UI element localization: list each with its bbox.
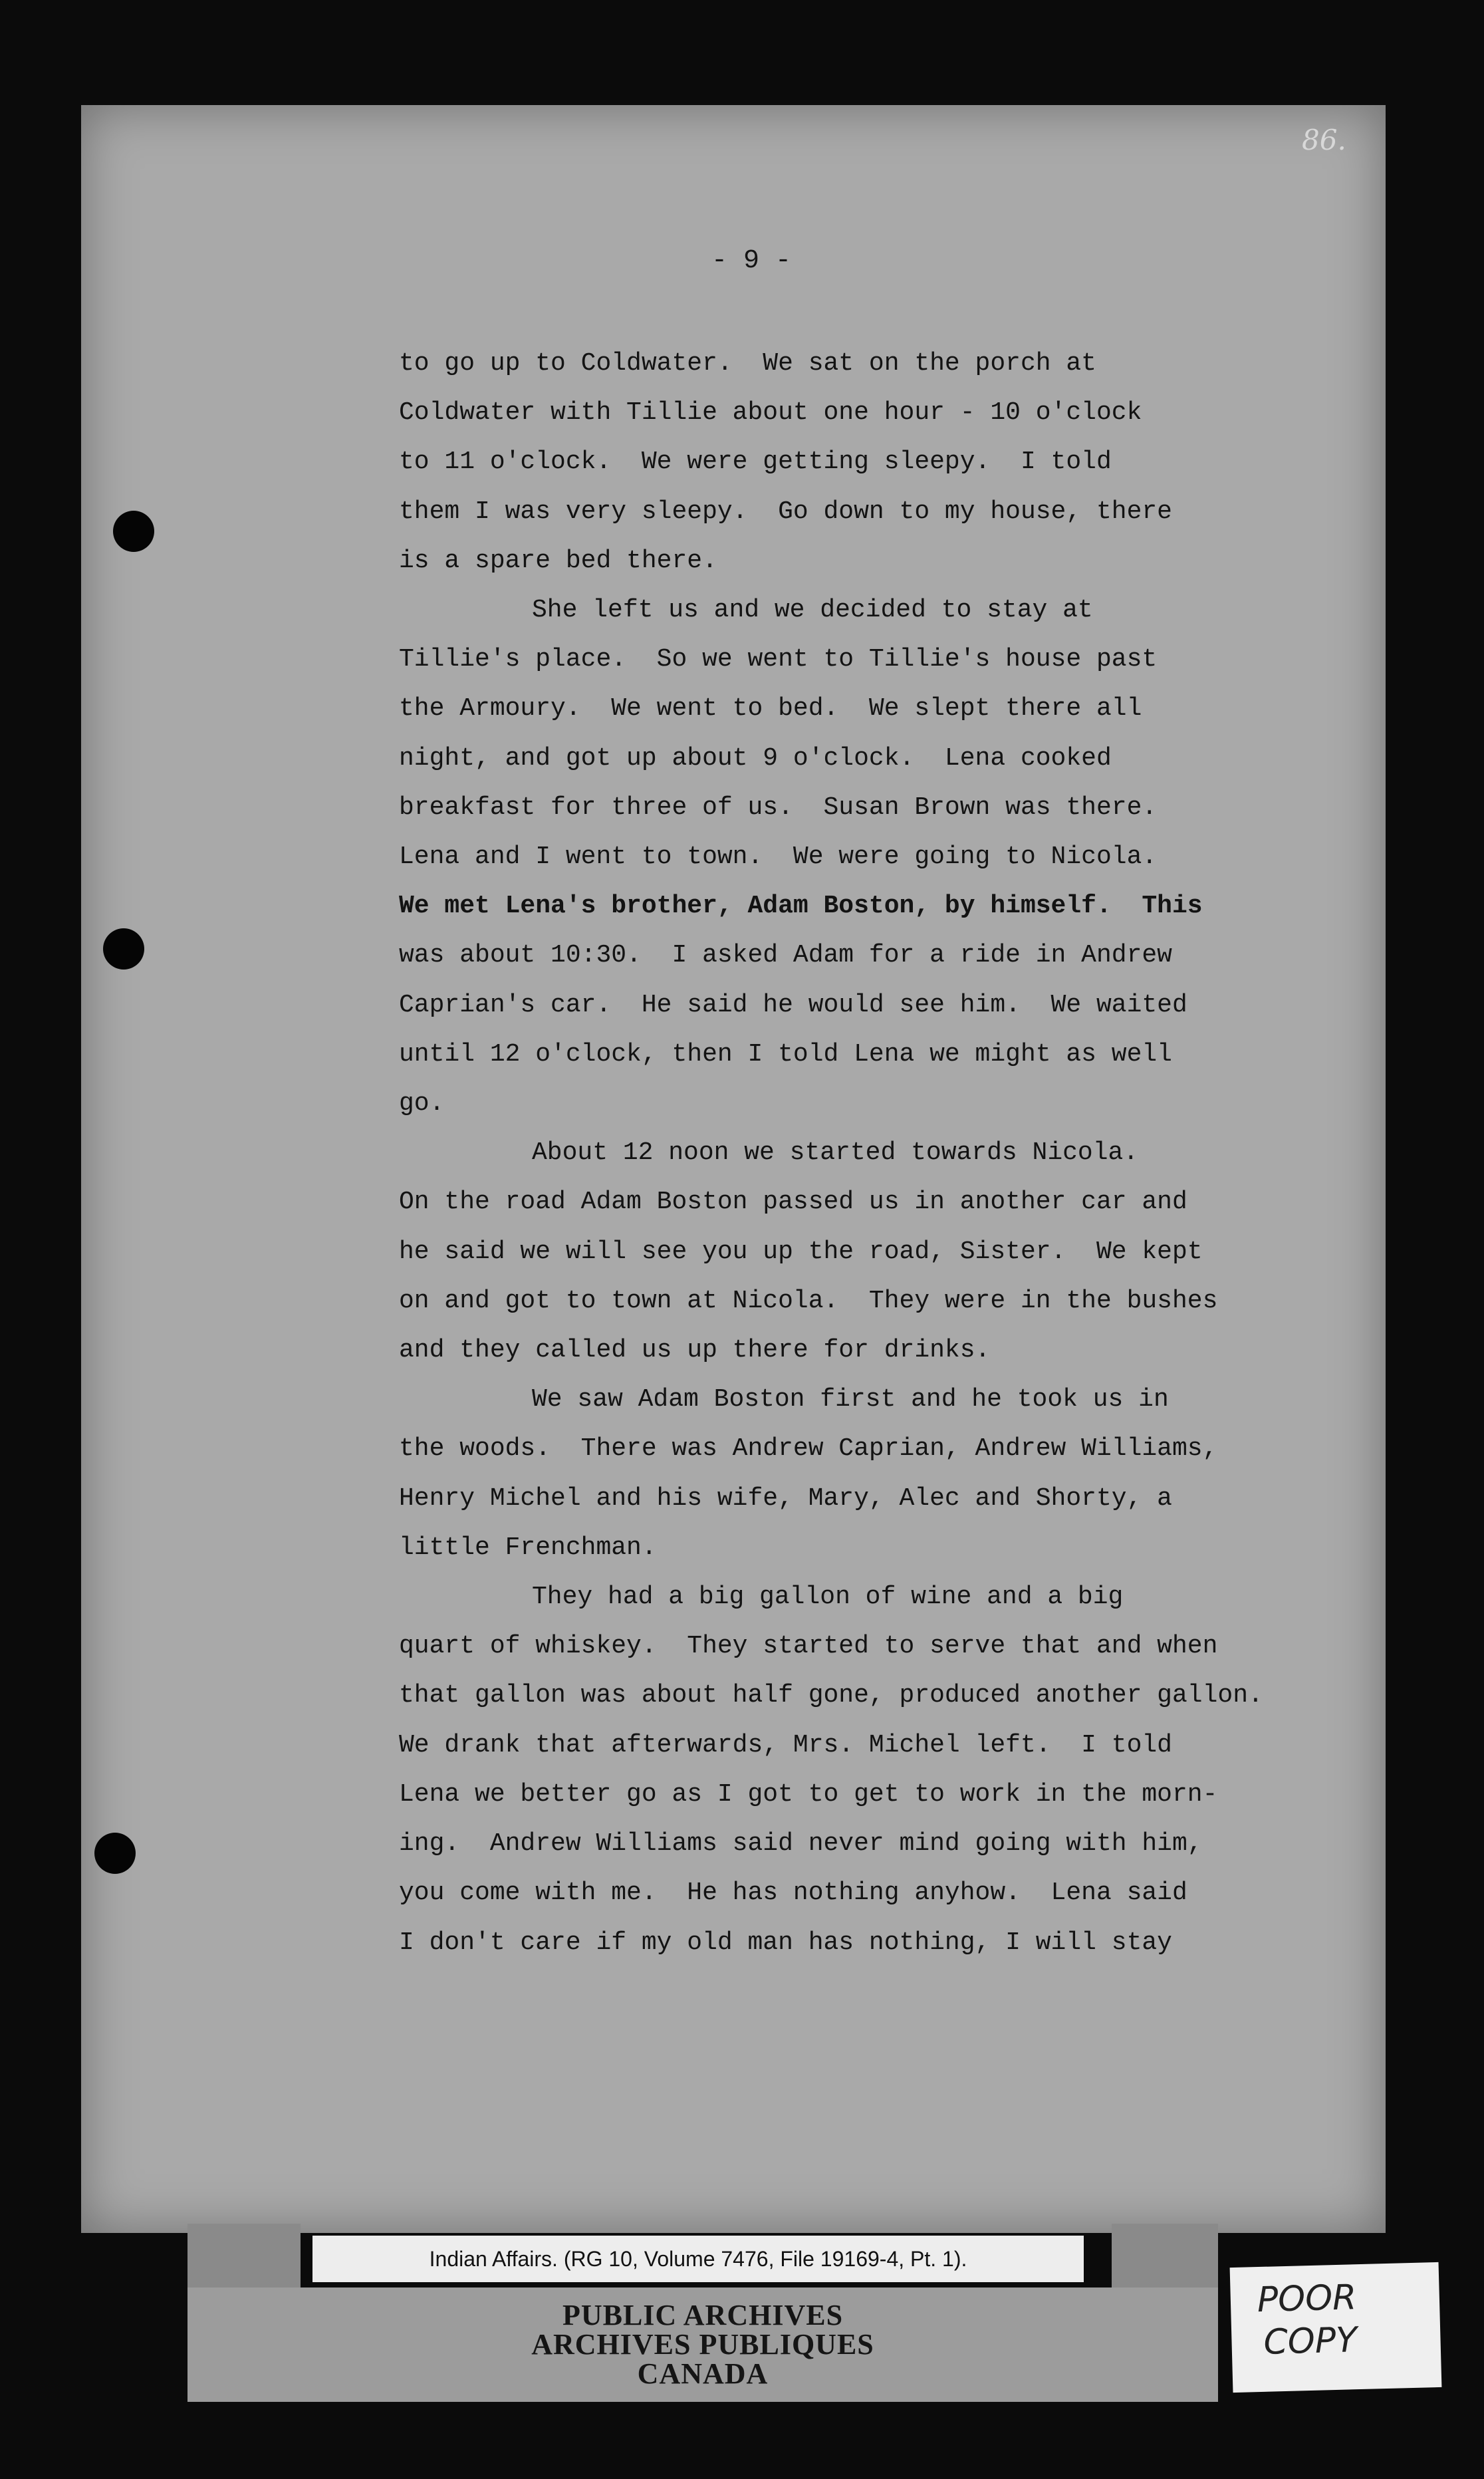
text-line: ing. Andrew Williams said never mind going with him, [399,1829,1203,1859]
text-line: night, and got up about 9 o'clock. Lena cooked [399,743,1112,773]
text-line: Lena we better go as I got to get to work in the morn- [399,1779,1218,1809]
text-line: the Armoury. We went to bed. We slept there all [399,694,1142,723]
text-line: Tillie's place. So we went to Tillie's house past [399,645,1158,674]
poor-copy-line: POOR [1257,2278,1357,2321]
typed-body-text [399,339,1316,1968]
text-line: and they called us up there for drinks. [399,1336,991,1365]
text-line: On the road Adam Boston passed us in another car and [399,1188,1187,1217]
punch-hole [94,1833,136,1874]
text-line: We met Lena's brother, Adam Boston, by himself. This [399,892,1203,921]
text-line: Coldwater with Tillie about one hour - 10 o'clock [399,398,1142,428]
poor-copy-line: COPY [1263,2320,1358,2363]
text-line: Lena and I went to town. We were going to Nicola. [399,843,1158,872]
text-line: until 12 o'clock, then I told Lena we might as well [399,1039,1172,1069]
text-line: on and got to town at Nicola. They were in the bushes [399,1286,1218,1315]
page-number: - 9 - [711,246,792,276]
text-line: She left us and we decided to stay at [532,596,1093,625]
text-line: he said we will see you up the road, Sister. We kept [399,1237,1203,1266]
text-line: I don't care if my old man has nothing, I will stay [399,1928,1172,1957]
text-line: was about 10:30. I asked Adam for a ride in Andrew [399,941,1172,970]
text-line: to 11 o'clock. We were getting sleepy. I told [399,448,1112,477]
punch-hole [113,511,154,552]
text-line: them I was very sleepy. Go down to my house, there [399,497,1172,526]
text-line: little Frenchman. [399,1533,657,1562]
text-line: the woods. There was Andrew Caprian, Andrew Williams, [399,1434,1218,1464]
text-line: to go up to Coldwater. We sat on the porch at [399,349,1096,378]
archive-page-number: 86. [1302,124,1346,156]
poor-copy-note [1230,2262,1442,2393]
archives-line-country: CANADA [637,2357,769,2390]
text-line: you come with me. He has nothing anyhow. Lena said [399,1879,1187,1908]
text-line: breakfast for three of us. Susan Brown was there. [399,793,1158,822]
punch-hole [103,928,144,970]
text-line: They had a big gallon of wine and a big [532,1583,1124,1612]
text-line: go. [399,1089,445,1118]
text-line: that gallon was about half gone, produced another gallon. [399,1681,1263,1710]
archive-reference-label: Indian Affairs. (RG 10, Volume 7476, File 19169-4, Pt. 1). [312,2236,1084,2282]
archives-line-french: ARCHIVES PUBLIQUES [531,2328,874,2361]
text-line: We saw Adam Boston first and he took us in [532,1385,1169,1414]
text-line: Henry Michel and his wife, Mary, Alec and Shorty, a [399,1484,1172,1513]
text-line: Caprian's car. He said he would see him. We waited [399,990,1187,1019]
text-line: About 12 noon we started towards Nicola. [532,1138,1139,1168]
text-line: is a spare bed there. [399,546,717,575]
text-line: We drank that afterwards, Mrs. Michel left. I told [399,1730,1172,1760]
archives-stamp [187,2287,1218,2402]
text-line: quart of whiskey. They started to serve that and when [399,1632,1218,1661]
archives-line-english: PUBLIC ARCHIVES [562,2299,844,2331]
